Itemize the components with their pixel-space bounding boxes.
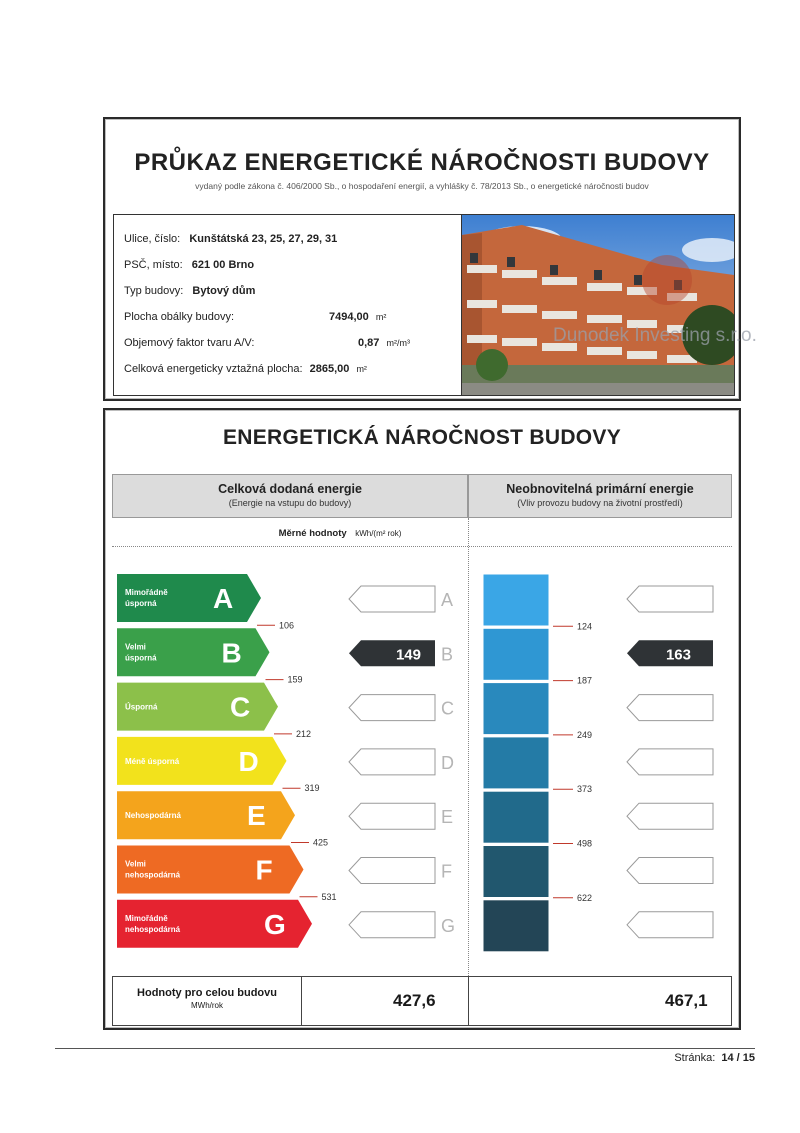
energy-chart [105, 410, 735, 976]
left-header-subtitle: (Energie na vstupu do budovy) [228, 498, 352, 508]
left-empty-indicator-g [349, 912, 435, 938]
page-number [674, 1052, 755, 1064]
class-label-2-f: nehospodárná [125, 870, 181, 880]
envelope-value: 7494,00 [329, 311, 369, 323]
class-arrow-a [117, 574, 261, 622]
right-bar-segment-g [483, 900, 549, 952]
left-letter-e: E [441, 807, 454, 828]
psc-row [124, 259, 254, 271]
left-empty-indicator-a [349, 586, 435, 612]
class-letter-a: A [213, 583, 234, 614]
left-letter-a: A [441, 590, 454, 610]
street-value: Kunštátská 23, 25, 27, 29, 31 [189, 233, 338, 245]
totals-label-cell [113, 977, 302, 1025]
specific-values-label: Měrné hodnoty [278, 528, 347, 539]
class-label-b: Velmi [125, 642, 146, 652]
left-letter-b: B [441, 644, 454, 665]
area-row [124, 363, 367, 375]
class-label-2-b: úsporná [125, 653, 157, 663]
left-header-title: Celková dodaná energie [218, 482, 362, 496]
class-label-g: Mimořádně [125, 913, 168, 923]
building-photo [461, 214, 735, 396]
left-letter-c: C [441, 698, 454, 719]
specific-values-unit: kWh/(m² rok) [355, 529, 402, 538]
area-value: 2865,00 [309, 363, 350, 375]
shape-unit: m²/m³ [386, 338, 410, 348]
energy-frame [103, 408, 741, 1030]
left-letter-g: G [441, 915, 456, 936]
class-arrow-b [117, 628, 270, 676]
class-label-2-g: nehospodárná [125, 924, 181, 934]
type-label: Typ budovy: [124, 285, 184, 297]
right-bar-segment-d [483, 737, 549, 789]
left-letter-f: F [441, 861, 452, 882]
shape-label: Objemový faktor tvaru A/V: [124, 337, 255, 349]
psc-value: 621 00 Brno [191, 259, 255, 271]
left-threshold-1: 159 [287, 674, 303, 685]
totals-unit: MWh/rok [191, 1001, 223, 1010]
page-value: 14 / 15 [721, 1052, 755, 1064]
street-row [124, 233, 337, 245]
shape-value-group [358, 337, 410, 349]
document-title: PRŮKAZ ENERGETICKÉ NÁROČNOSTI BUDOVY [134, 149, 710, 176]
right-bar-segment-f [483, 846, 549, 898]
right-empty-indicator-e [627, 803, 713, 829]
section-title: ENERGETICKÁ NÁROČNOST BUDOVY [222, 426, 622, 449]
left-empty-indicator-e [349, 803, 435, 829]
street-label: Ulice, číslo: [124, 233, 181, 245]
right-header-title: Neobnovitelná primární energie [506, 482, 694, 496]
watermark: Dunodek Investing s.r.o. [553, 325, 757, 346]
right-empty-indicator-f [627, 858, 713, 884]
right-empty-indicator-g [627, 912, 713, 938]
class-letter-c: C [230, 691, 251, 723]
right-empty-indicator-c [627, 695, 713, 721]
class-label-a: Mimořádně [125, 588, 168, 597]
envelope-row [124, 311, 234, 323]
totals-left-value: 427,6 [393, 991, 436, 1010]
shape-row [124, 337, 254, 349]
footer-rule [55, 1048, 755, 1049]
class-label-c: Úsporná [125, 702, 158, 712]
right-threshold-5: 622 [577, 892, 593, 903]
left-value: 149 [395, 646, 421, 664]
document-subtitle: vydaný podle zákona č. 406/2000 Sb., o hospodaření energií, a vyhlášky č. 78/2013 Sb., o energetické náročnosti budov [195, 181, 649, 191]
envelope-value-group [329, 311, 386, 323]
left-threshold-5: 531 [321, 891, 337, 902]
right-header-subtitle: (Vliv provozu budovy na životní prostředí) [517, 498, 683, 508]
header-frame [103, 117, 757, 401]
right-value: 163 [665, 646, 691, 664]
area-label: Celková energeticky vztažná plocha: [124, 363, 303, 375]
shape-value: 0,87 [358, 337, 380, 349]
class-letter-e: E [247, 800, 266, 832]
totals-divider [468, 977, 469, 1025]
right-threshold-2: 249 [577, 729, 593, 740]
building-illustration [462, 215, 734, 395]
building-info [113, 214, 470, 396]
class-letter-d: D [238, 745, 259, 777]
right-empty-indicator-d [627, 749, 713, 775]
class-label-2-a: úsporná [125, 599, 157, 608]
right-bar-segment-c [483, 683, 549, 735]
left-empty-indicator-f [349, 858, 435, 884]
left-threshold-0: 106 [279, 620, 295, 631]
left-empty-indicator-d [349, 749, 435, 775]
type-row [124, 285, 255, 297]
left-letter-d: D [441, 752, 454, 773]
left-threshold-3: 319 [304, 783, 320, 794]
class-letter-f: F [255, 854, 273, 886]
right-threshold-4: 498 [577, 838, 593, 849]
page-label: Stránka: [674, 1052, 716, 1064]
right-threshold-1: 187 [577, 675, 593, 686]
class-letter-b: B [221, 637, 242, 669]
right-bar-segment-b [483, 628, 549, 680]
left-value-indicator [349, 640, 435, 666]
right-empty-indicator-a [627, 586, 713, 612]
area-unit: m² [356, 364, 367, 374]
class-label-d: Méně úsporná [125, 756, 180, 766]
totals-row [112, 976, 732, 1026]
class-label-f: Velmi [125, 859, 146, 869]
class-letter-g: G [264, 908, 286, 940]
right-bar-segment-e [483, 791, 549, 843]
class-arrow-f [117, 846, 304, 894]
totals-right-value: 467,1 [665, 991, 708, 1010]
envelope-label: Plocha obálky budovy: [124, 311, 235, 323]
totals-label: Hodnoty pro celou budovu [137, 987, 277, 999]
right-bar-segment-a [483, 574, 549, 626]
psc-label: PSČ, místo: [124, 259, 183, 271]
type-value: Bytový dům [192, 285, 256, 297]
left-threshold-2: 212 [296, 728, 312, 739]
right-threshold-0: 124 [577, 621, 593, 632]
left-threshold-4: 425 [313, 837, 329, 848]
class-label-e: Nehospodárná [125, 811, 182, 821]
right-threshold-3: 373 [577, 784, 593, 795]
left-empty-indicator-c [349, 695, 435, 721]
envelope-unit: m² [375, 312, 387, 322]
